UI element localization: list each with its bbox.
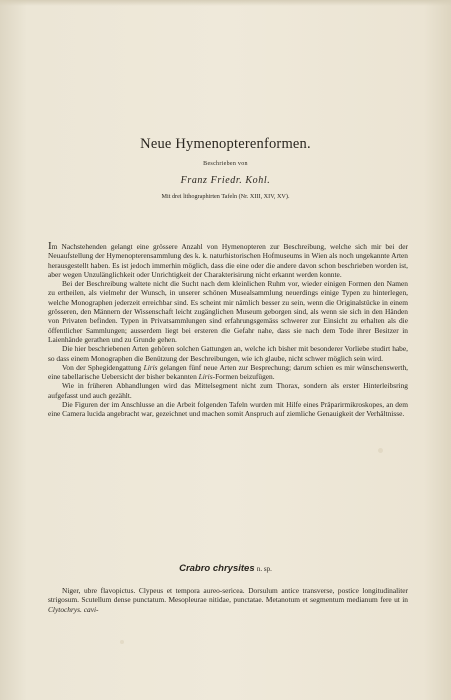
paper-title: Neue Hymenopterenformen. [140, 136, 311, 152]
paragraph: Die hier beschriebenen Arten gehören solchen Gattungen an, welche ich bisher mit besonderer Vorliebe studirt habe, so dass einem Monographen die Benützung der Beschreibungen, wie ich glaube, nicht schwer möglich sein wird. [48, 344, 408, 363]
body-text [48, 242, 408, 419]
paper-spot [120, 640, 124, 644]
species-heading [0, 563, 451, 574]
paper-spot [378, 448, 383, 453]
page-edge [0, 0, 451, 6]
species-note: n. sp. [256, 565, 272, 573]
species-description [48, 586, 408, 614]
drop-cap: I [48, 240, 52, 252]
paragraph: Bei der Beschreibung waltete nicht die Sucht nach dem kleinlichen Ruhm vor, wieder einigen Formen den Namen zu ertheilen, als vielmehr der Wunsch, in unserer schönen Musealsammlung neuerdings einige Typen zu hinterlegen, welche Monographen jederzeit erreichbar sind. Es scheint mir nämlich besser zu sein, wenn die Originalstücke in einem grösseren, den Männern der Wissenschaft leicht zugänglichen Museum geborgen sind, als wenn sie sich in den Händen von Privaten befinden. Typen in Privatsammlungen sind erfahrungsgemäss schwerer zur Einsicht zu erhalten als die öffentlicher Sammlungen; ausserdem liegt bei ersteren die Gefahr nahe, dass sie nach dem Tode ihrer Besitzer in Laienhände gerathen und zu Grunde gehen. [48, 279, 408, 344]
paragraph: Von der Sphegidengattung Liris gelangen fünf neue Arten zur Besprechung; darum schien es mir wünschenswerth, eine tabellarische Uebersicht der bisher bekannten Liris-Formen beizufügen. [48, 362, 409, 382]
paragraph: Die Figuren der im Anschlusse an die Arbeit folgenden Tafeln wurden mit Hilfe eines Präparirmikroskopes, an dem eine Camera lucida angebracht war, gezeichnet und machen somit Anspruch auf ziemliche Genauigkeit der Verhältnisse. [48, 400, 408, 419]
paragraph: Niger, ubre flavopictus. Clypeus et tempora aureo-sericea. Dorsulum antice transverse, postice longitudinaliter strigosum. Scutellum dense punctatum. Mesopleurae nitidae, punctatae. Metanotum et segmentum medianum fere ut in Clytochrys. cavi- [48, 586, 408, 614]
author-name: Franz Friedr. Kohl. [180, 175, 271, 186]
plates-note: Mit drei lithographirten Tafeln (Nr. XIII, XIV, XV). [161, 193, 290, 200]
paragraph: Wie in früheren Abhandlungen wird das Mittelsegment nicht zum Thorax, sondern als erster Hinterleibsring aufgefasst und auch gezählt. [48, 381, 408, 400]
paragraph: Im Nachstehenden gelangt eine grössere Anzahl von Hymenopteren zur Beschreibung, welche sich mir bei der Neuaufstellung der Hymenopterensammlung des k. k. naturhistorischen Hofmuseums in Wien als noch ungekannte Arten herausgestellt haben. Es ist jedoch immerhin möglich, dass die eine oder die andere davon schon beschrieben worden ist, aber wegen Unzulänglichkeit oder Unrichtigkeit der Charakterisirung nicht erkannt werden konnte. [48, 240, 408, 279]
described-by-line: Beschrieben von [203, 161, 248, 167]
species-name: Crabro chrysites [179, 563, 255, 574]
